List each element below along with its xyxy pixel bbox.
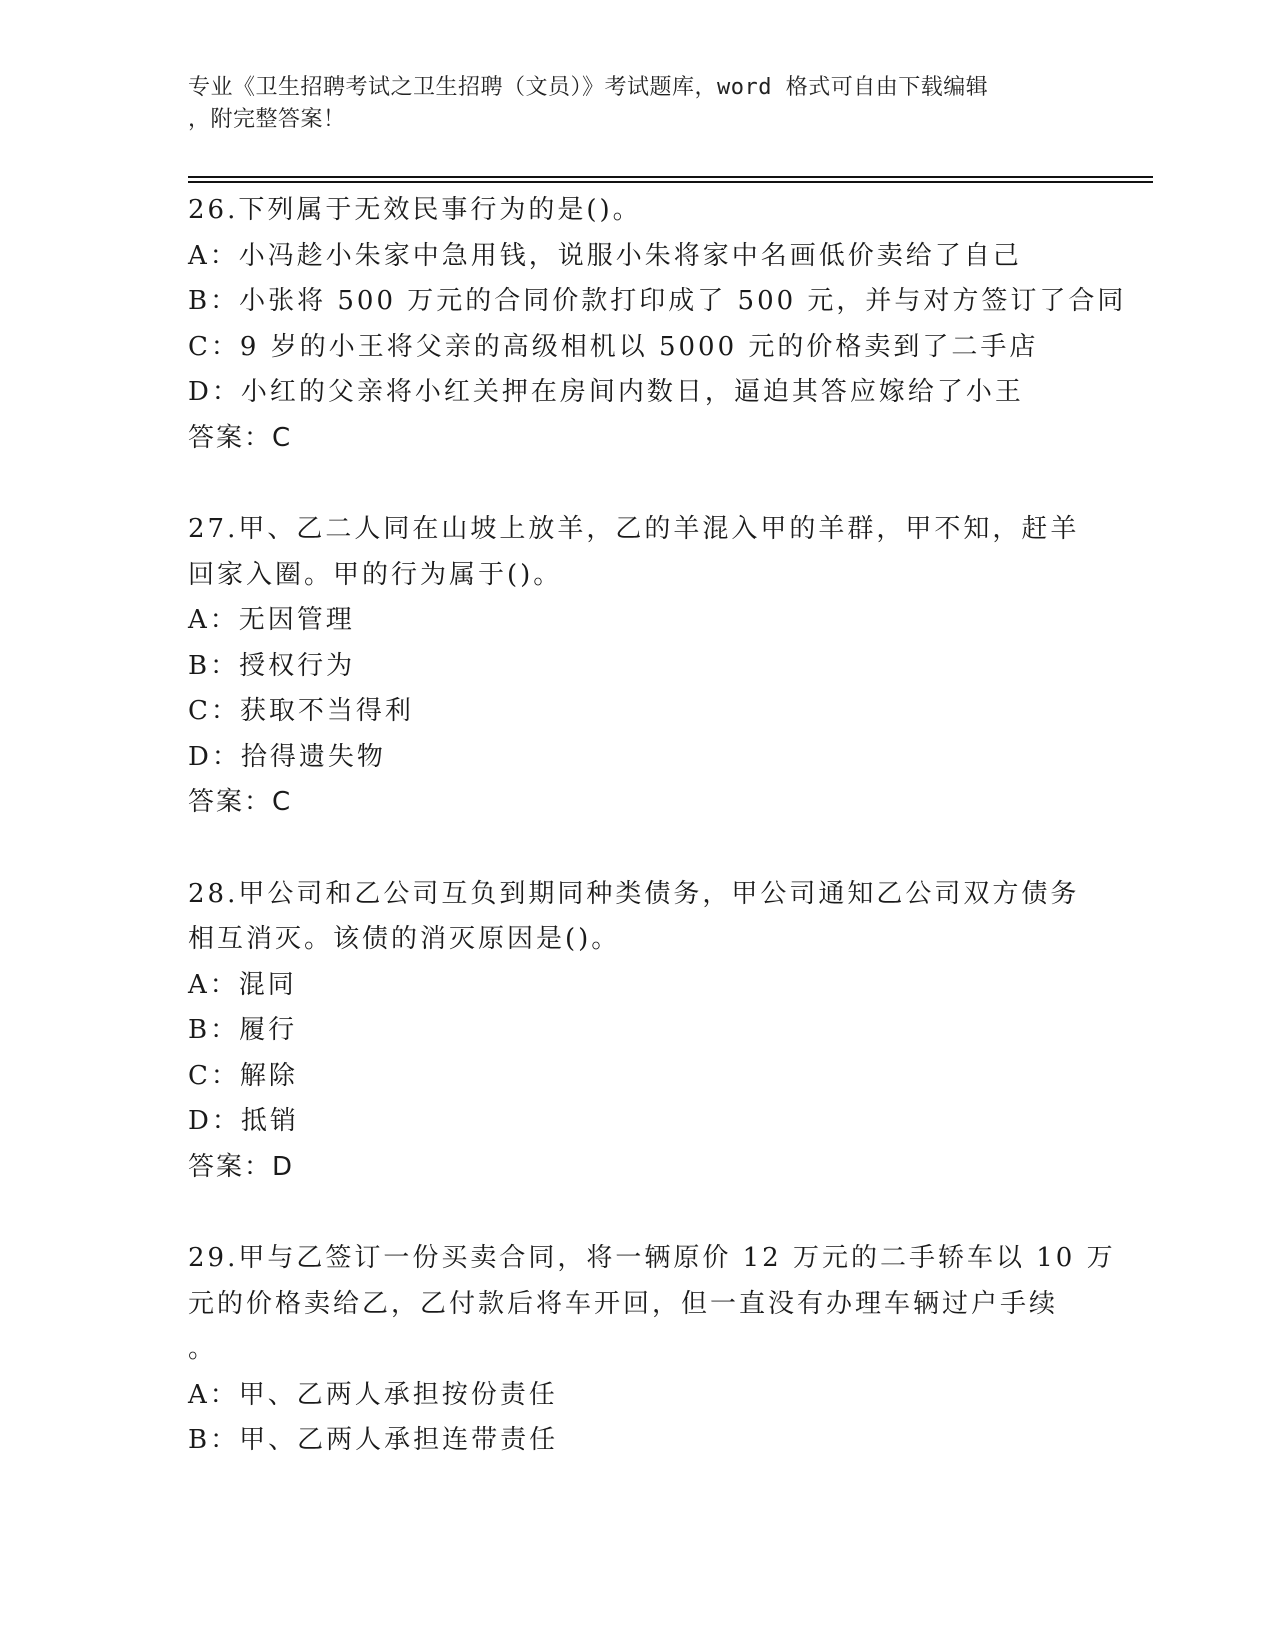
option-c: C：9 岁的小王将父亲的高级相机以 5000 元的价格卖到了二手店 — [188, 331, 1039, 362]
option-d: D：抵销 — [188, 1106, 299, 1136]
option-b: B：小张将 500 万元的合同价款打印成了 500 元，并与对方签订了合同 — [188, 286, 1127, 316]
header-line-1: 专业《卫生招聘考试之卫生招聘（文员）》考试题库，word 格式可自由下载编辑 — [188, 75, 989, 100]
option-a: A：小冯趁小朱家中急用钱，说服小朱将家中名画低价卖给了自己 — [188, 240, 1022, 271]
option-c: C：解除 — [188, 1060, 298, 1091]
question-27 — [188, 507, 1088, 826]
spacer — [188, 461, 1088, 507]
option-d: D：小红的父亲将小红关押在房间内数日，逼迫其答应嫁给了小王 — [188, 377, 1024, 407]
question-text: 回家入圈。甲的行为属于()。 — [188, 559, 563, 590]
option-c: C：获取不当得利 — [188, 696, 414, 726]
question-text: 27.甲、乙二人同在山坡上放羊，乙的羊混入甲的羊群，甲不知，赶羊 — [188, 514, 1080, 544]
spacer — [188, 1190, 1088, 1236]
question-text: 元的价格卖给乙，乙付款后将车开回，但一直没有办理车辆过户手续 — [188, 1288, 1059, 1319]
header-divider-top — [188, 176, 1153, 178]
option-a: A：无因管理 — [188, 605, 355, 635]
question-text: 相互消灭。该债的消灭原因是()。 — [188, 924, 621, 954]
spacer — [188, 826, 1088, 872]
header-divider-bottom — [188, 181, 1153, 183]
header-line-2: ，附完整答案！ — [188, 107, 346, 132]
question-text: 。 — [188, 1334, 218, 1364]
option-b: B：授权行为 — [188, 650, 356, 681]
question-text: 28.甲公司和乙公司互负到期同种类债务，甲公司通知乙公司双方债务 — [188, 878, 1080, 909]
question-text: 26.下列属于无效民事行为的是()。 — [188, 195, 642, 225]
question-28 — [188, 872, 1088, 1191]
question-text: 29.甲与乙签订一份买卖合同，将一辆原价 12 万元的二手轿车以 10 万 — [188, 1243, 1116, 1273]
question-29 — [188, 1236, 1116, 1464]
answer-line: 答案：C — [188, 787, 293, 817]
answer-line: 答案：D — [188, 1151, 295, 1182]
option-a: A：混同 — [188, 969, 297, 1000]
option-a: A：甲、乙两人承担按份责任 — [188, 1379, 558, 1410]
answer-line: 答案：C — [188, 422, 293, 453]
question-26 — [188, 188, 1127, 461]
option-b: B：履行 — [188, 1015, 298, 1045]
document-header — [188, 72, 1068, 136]
question-list — [188, 188, 1127, 1464]
option-b: B：甲、乙两人承担连带责任 — [188, 1425, 559, 1455]
option-d: D：拾得遗失物 — [188, 741, 386, 772]
